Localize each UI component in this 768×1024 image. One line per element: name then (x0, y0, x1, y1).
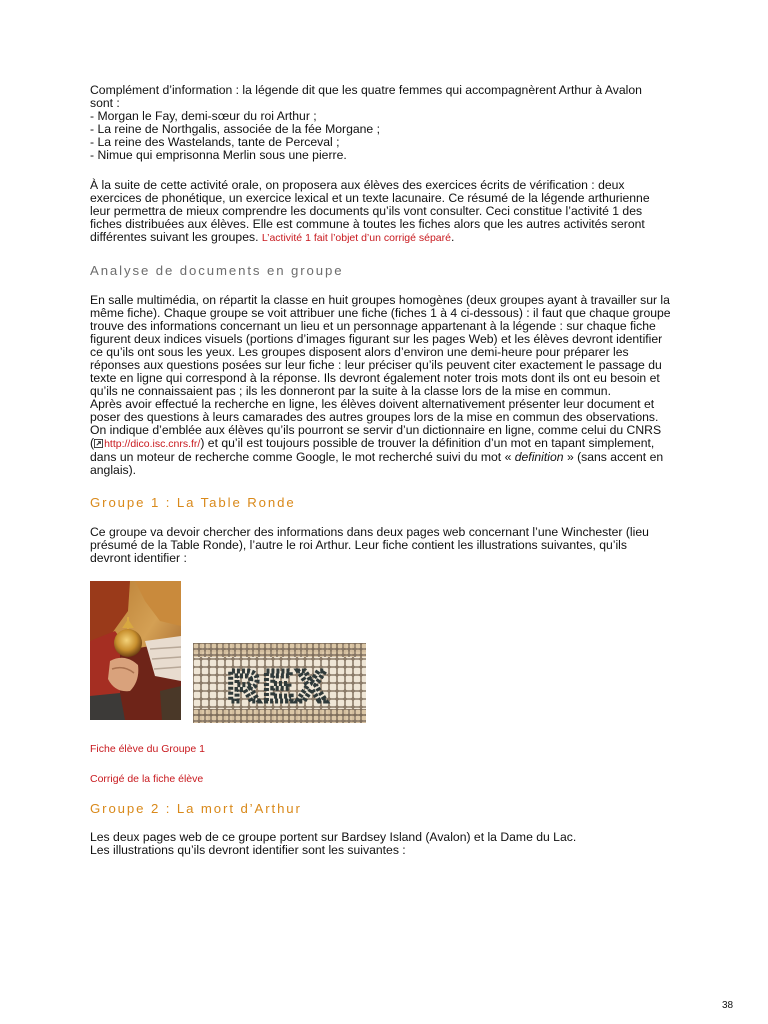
groupe1-paragraph (90, 526, 680, 565)
groupe1-corrige (90, 773, 680, 786)
text-segment: . (450, 230, 455, 244)
text-line: À la suite de cette activité orale, on proposera aux élèves des exercices écrits de vérification : deux (90, 178, 625, 192)
text-line: trouve des informations concernant un lieu et un personnage appartenant à la légende : sur chaque fiche (90, 319, 656, 333)
text-segment: ) et qu’il est toujours possible de trouver la définition d’un mot en tapant simplement, (200, 436, 655, 450)
text-line (90, 437, 680, 451)
text-line: présumé de la Table Ronde), l’autre le roi Arthur. Leur fiche contient les illustrations suivantes, qu’ils (90, 538, 627, 552)
text-line: exercices de phonétique, un exercice lexical et un texte lacunaire. Ce résumé de la légende arthurienne (90, 191, 650, 205)
text-line (90, 231, 680, 245)
text-line: Ce groupe va devoir chercher des informations dans deux pages web concernant l’une Winchester (lieu (90, 525, 649, 539)
text-line: figurent deux indices visuels (portions d’images figurant sur les pages Web) et les élèves devront identifier (90, 332, 663, 346)
text-segment: ( (90, 436, 95, 450)
text-line: poser des questions à leurs camarades des autres groupes lors de la mise en commun des observations. (90, 410, 659, 424)
groupe2-paragraph (90, 831, 680, 857)
text-line: devront identifier : (90, 551, 187, 565)
text-segment: » (sans accent en (566, 450, 664, 464)
section-heading-groupe2: Groupe 2 : La mort d’Arthur (90, 801, 302, 816)
fiche-eleve-groupe1-link[interactable]: Fiche élève du Groupe 1 (90, 743, 205, 755)
text-line: fiches distribuées aux élèves. Elle est commune à toutes les fiches alors que les autres activités seront (90, 217, 645, 231)
list-item: - Nimue qui emprisonna Merlin sous une pierre. (90, 148, 347, 162)
text-line: même fiche). Chaque groupe se voit attribuer une fiche (fiches 1 à 4 ci-dessous) : il faut que chaque groupe (90, 306, 671, 320)
intro-paragraph (90, 84, 680, 162)
text-line: réponses aux questions posées sur leur fiche : leur préciser qu’ils peuvent citer exactement le passage du (90, 358, 662, 372)
text-line: Complément d’information : la légende dit que les quatre femmes qui accompagnèrent Arthur à Avalon (90, 83, 642, 97)
text-line (90, 451, 680, 464)
text-line: anglais). (90, 463, 137, 477)
document-page (90, 84, 680, 857)
analyse-paragraph (90, 294, 680, 477)
page-number: 38 (722, 1000, 734, 1011)
definition-word: definition (514, 450, 564, 464)
groupe1-illustrations (90, 581, 680, 723)
text-line: texte en ligne qui correspond à la réponse. Ils devront également noter trois mots dont ils ont eu besoin et (90, 371, 660, 385)
corrige-fiche-eleve-link[interactable]: Corrigé de la fiche élève (90, 773, 204, 785)
external-link-icon (94, 439, 103, 448)
text-segment: différentes suivant les groupes. (90, 230, 259, 244)
king-portrait-image (90, 581, 181, 720)
mosaic-letters: REX (227, 662, 331, 711)
activity-note: L’activité 1 fait l’objet d’un corrigé séparé (261, 232, 451, 244)
section-heading-groupe1: Groupe 1 : La Table Ronde (90, 495, 296, 510)
list-item: - Morgan le Fay, demi-sœur du roi Arthur ; (90, 109, 317, 123)
text-line: Les deux pages web de ce groupe portent sur Bardsey Island (Avalon) et la Dame du Lac. (90, 830, 577, 844)
text-line: qu’ils ne connaissaient pas ; ils les donneront par la suite à la classe lors de la mise en commun. (90, 384, 611, 398)
activity-paragraph (90, 179, 680, 245)
text-line: sont : (90, 96, 120, 110)
text-line: On indique d’emblée aux élèves qu’ils pourront se servir d’un dictionnaire en ligne, comme celui du CNRS (90, 423, 662, 437)
cnrs-dictionary-link[interactable]: http://dico.isc.cnrs.fr/ (104, 438, 201, 450)
text-line: leur permettra de mieux comprendre les documents qu’ils vont consulter. Ceci constitue l’activité 1 des (90, 204, 643, 218)
section-heading-analyse: Analyse de documents en groupe (90, 263, 344, 278)
text-segment: dans un moteur de recherche comme Google, le mot recherché suivi du mot « (90, 450, 512, 464)
rex-mosaic-image (193, 643, 366, 723)
list-item: - La reine de Northgalis, associée de la fée Morgane ; (90, 122, 380, 136)
text-line: En salle multimédia, on répartit la classe en huit groupes homogènes (deux groupes ayant à travailler sur la (90, 293, 670, 307)
groupe1-links (90, 743, 680, 756)
text-line: Les illustrations qu’ils devront identifier sont les suivantes : (90, 843, 406, 857)
text-line: Après avoir effectué la recherche en ligne, les élèves doivent alternativement présenter leur document et (90, 397, 655, 411)
list-item: - La reine des Wastelands, tante de Perceval ; (90, 135, 340, 149)
text-line: ce qu’ils ont sous les yeux. Les groupes disposent alors d’environ une demi-heure pour préparer les (90, 345, 629, 359)
